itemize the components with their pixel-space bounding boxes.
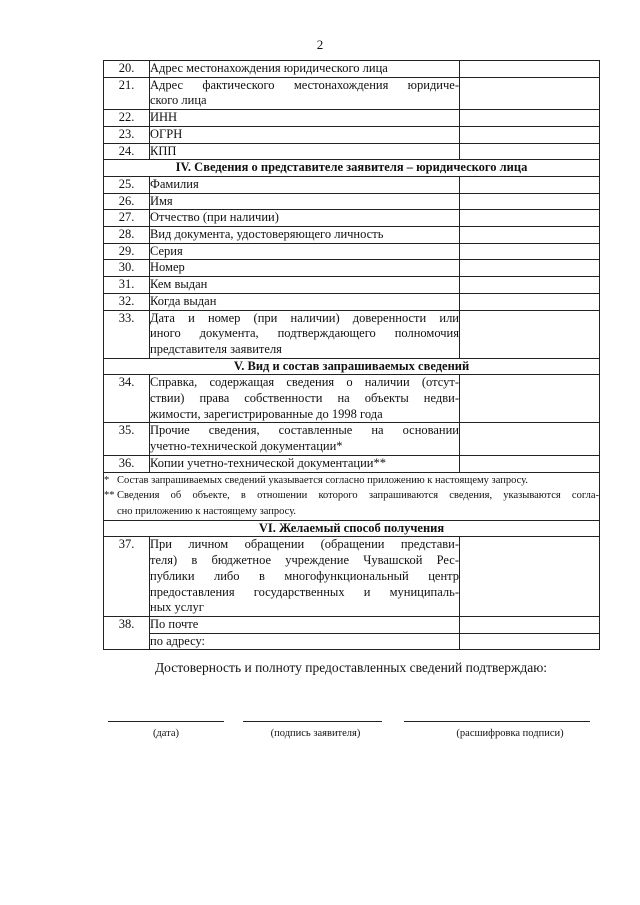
footnote-line: Сведения об объекте, в отношении которого запрашиваются сведения, указываются согла- <box>117 490 599 502</box>
footnote-mark: ** <box>104 490 115 502</box>
row-number: 29. <box>104 243 150 260</box>
field-label-cell <box>150 176 460 193</box>
field-label-cell <box>150 310 460 358</box>
field-value-cell <box>460 176 600 193</box>
field-label-cell <box>150 293 460 310</box>
form-row <box>104 260 600 277</box>
field-value-cell <box>460 537 600 617</box>
form-row <box>104 293 600 310</box>
field-label-line: иного документа, подтверждающего полномочия <box>150 326 459 341</box>
row-number: 28. <box>104 227 150 244</box>
field-label-cell <box>150 61 460 78</box>
row-number: 22. <box>104 110 150 127</box>
row-number: 25. <box>104 176 150 193</box>
form-row <box>104 310 600 358</box>
form-row <box>104 375 600 423</box>
field-value-cell <box>460 61 600 78</box>
row-number: 37. <box>104 537 150 617</box>
field-label-line: ных услуг <box>150 600 204 615</box>
form-row <box>104 77 600 109</box>
form-row <box>104 193 600 210</box>
section-header-row <box>104 160 600 177</box>
row-number: 30. <box>104 260 150 277</box>
field-label-cell <box>150 110 460 127</box>
field-label-line: По почте <box>150 616 199 631</box>
row-number: 27. <box>104 210 150 227</box>
field-label-line: Фамилия <box>150 176 199 191</box>
field-label-line: Отчество (при наличии) <box>150 210 279 225</box>
row-number: 24. <box>104 143 150 160</box>
form-row <box>104 633 600 650</box>
field-label-cell <box>150 193 460 210</box>
field-label-line: ствии) права собственности на объекты недви- <box>150 391 459 406</box>
row-number: 34. <box>104 375 150 423</box>
field-value-cell <box>460 243 600 260</box>
form-row <box>104 243 600 260</box>
field-value-cell <box>460 293 600 310</box>
section-header-row <box>104 358 600 375</box>
footnote <box>104 488 599 519</box>
field-label-cell <box>150 260 460 277</box>
form-row <box>104 61 600 78</box>
form-row <box>104 110 600 127</box>
field-label-line: ИНН <box>150 110 178 125</box>
footnote-line: сно приложению к настоящему запросу. <box>117 505 297 517</box>
field-label-line: учетно-технической документации* <box>150 439 343 454</box>
field-label-line: Номер <box>150 260 185 275</box>
signature-transcript-line <box>404 721 590 722</box>
field-label-cell <box>150 77 460 109</box>
row-number: 23. <box>104 126 150 143</box>
form-row <box>104 210 600 227</box>
field-label-line: ОГРН <box>150 126 183 141</box>
field-label-line: Вид документа, удостоверяющего личность <box>150 227 384 242</box>
section-header-row <box>104 520 600 537</box>
form-row <box>104 537 600 617</box>
field-label-cell <box>150 455 460 472</box>
date-signature-line <box>108 721 224 722</box>
section-title: IV. Сведения о представителе заявителя – юридического лица <box>104 160 600 177</box>
field-value-cell <box>460 277 600 294</box>
field-label-line: жимости, зарегистрированные до 1998 года <box>150 406 383 421</box>
field-label-cell <box>150 227 460 244</box>
field-label-cell <box>150 633 460 650</box>
form-row <box>104 277 600 294</box>
footnote <box>104 473 599 489</box>
field-label-cell <box>150 423 460 455</box>
field-value-cell <box>460 126 600 143</box>
row-number: 36. <box>104 455 150 472</box>
form-row <box>104 143 600 160</box>
field-label-line: Когда выдан <box>150 293 217 308</box>
field-label-line: Серия <box>150 243 183 258</box>
field-value-cell <box>460 260 600 277</box>
field-value-cell <box>460 633 600 650</box>
form-row <box>104 176 600 193</box>
field-value-cell <box>460 455 600 472</box>
request-form-body <box>104 61 600 650</box>
field-label-line: КПП <box>150 143 177 158</box>
row-number: 20. <box>104 61 150 78</box>
request-form-table <box>103 60 600 650</box>
field-value-cell <box>460 210 600 227</box>
row-number: 38. <box>104 616 150 649</box>
row-number: 21. <box>104 77 150 109</box>
confirmation-statement: Достоверность и полноту предоставленных сведений подтверждаю: <box>154 660 548 675</box>
field-label-line: Прочие сведения, составленные на основании <box>150 423 459 438</box>
row-number: 26. <box>104 193 150 210</box>
field-label-line: Имя <box>150 193 173 208</box>
page-number: 2 <box>316 37 324 52</box>
field-value-cell <box>460 616 600 633</box>
field-value-cell <box>460 227 600 244</box>
section-title: VI. Желаемый способ получения <box>104 520 600 537</box>
field-label-line: теля) в бюджетное учреждение Чувашской Рес- <box>150 553 459 568</box>
row-number: 35. <box>104 423 150 455</box>
field-value-cell <box>460 110 600 127</box>
row-number: 32. <box>104 293 150 310</box>
field-label-cell <box>150 143 460 160</box>
field-label-line: предоставления государственных и муниципаль- <box>150 584 459 599</box>
field-label-cell <box>150 537 460 617</box>
field-label-line: публики либо в многофункциональный центр <box>150 568 459 583</box>
applicant-signature-line <box>243 721 382 722</box>
form-row <box>104 616 600 633</box>
footnote-line: Состав запрашиваемых сведений указывается согласно приложению к настоящему запросу. <box>117 474 528 486</box>
form-row <box>104 126 600 143</box>
field-label-line: Адрес местонахождения юридического лица <box>150 61 388 75</box>
footnotes-row <box>104 472 600 520</box>
field-label-line: При личном обращении (обращении представи- <box>150 537 459 552</box>
applicant-signature-caption: (подпись заявителя) <box>270 728 361 739</box>
footnote-text <box>117 473 599 489</box>
field-value-cell <box>460 193 600 210</box>
field-label-line: Дата и номер (при наличии) доверенности или <box>150 310 459 325</box>
field-label-line: Кем выдан <box>150 277 208 292</box>
form-row <box>104 455 600 472</box>
field-value-cell <box>460 375 600 423</box>
footnotes-cell <box>104 472 600 520</box>
field-label-line: Адрес фактического местонахождения юридиче- <box>150 77 459 92</box>
field-label-line: представителя заявителя <box>150 341 282 356</box>
field-label-line: Копии учетно-технической документации** <box>150 455 386 470</box>
signature-transcript-caption: (расшифровка подписи) <box>456 728 564 739</box>
field-value-cell <box>460 77 600 109</box>
field-value-cell <box>460 310 600 358</box>
field-label-line: по адресу: <box>150 633 206 648</box>
field-label-cell <box>150 616 460 633</box>
footnote-mark: * <box>104 474 110 486</box>
date-caption: (дата) <box>152 728 180 739</box>
field-label-cell <box>150 126 460 143</box>
field-label-line: ского лица <box>150 93 207 108</box>
field-value-cell <box>460 423 600 455</box>
form-row <box>104 227 600 244</box>
field-label-cell <box>150 277 460 294</box>
field-value-cell <box>460 143 600 160</box>
form-row <box>104 423 600 455</box>
row-number: 33. <box>104 310 150 358</box>
row-number: 31. <box>104 277 150 294</box>
footnote-text <box>117 488 599 519</box>
field-label-cell <box>150 210 460 227</box>
field-label-cell <box>150 243 460 260</box>
section-title: V. Вид и состав запрашиваемых сведений <box>104 358 600 375</box>
field-label-line: Справка, содержащая сведения о наличии (отсут- <box>150 375 459 390</box>
field-label-cell <box>150 375 460 423</box>
